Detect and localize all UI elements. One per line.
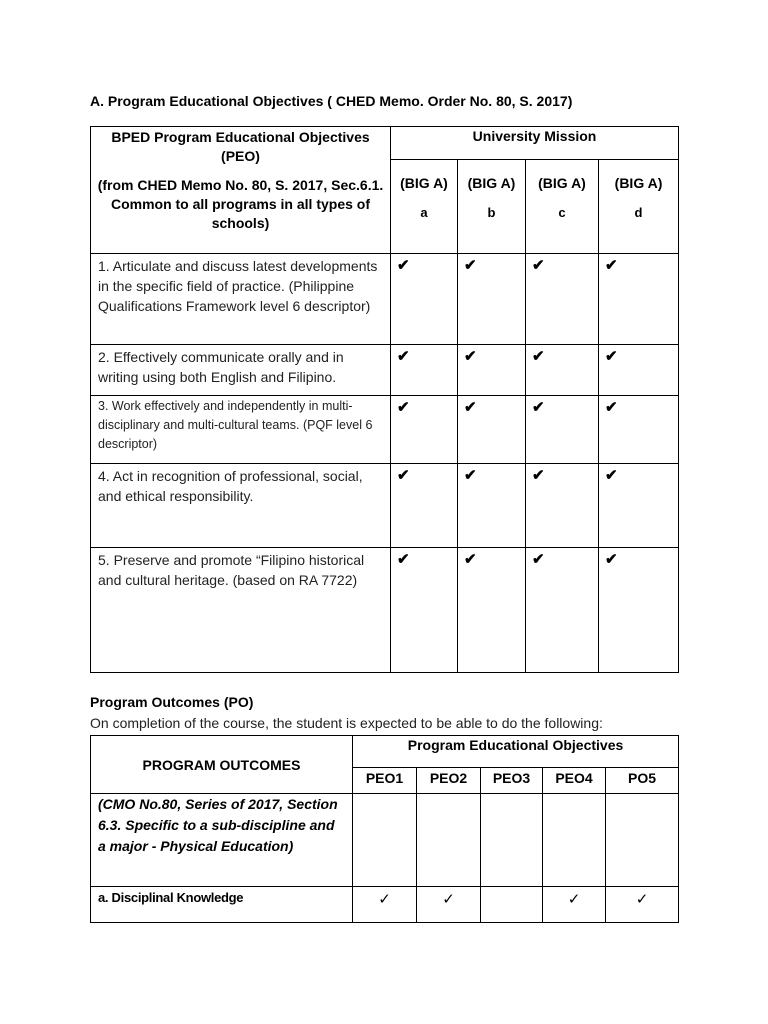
table-row — [91, 254, 679, 345]
peo-objective-5: 5. Preserve and promote “Filipino historical and cultural heritage. (based on RA 7722) — [91, 548, 391, 673]
check-icon: ✔ — [391, 548, 458, 673]
check-icon: ✔ — [391, 464, 458, 548]
peo-objective-1: 1. Articulate and discuss latest developments in the specific field of practice. (Philippine Qualifications Framework level 6 descriptor) — [91, 254, 391, 345]
check-icon: ✔ — [526, 464, 599, 548]
check-icon: ✓ — [417, 887, 481, 923]
peo-group-header: Program Educational Objectives — [353, 736, 679, 768]
check-icon: ✔ — [458, 254, 526, 345]
table-row — [91, 345, 679, 396]
empty-cell — [481, 887, 543, 923]
check-icon: ✔ — [391, 345, 458, 396]
check-icon: ✔ — [526, 548, 599, 673]
check-icon: ✔ — [599, 396, 679, 464]
check-icon: ✓ — [543, 887, 606, 923]
check-icon: ✔ — [526, 396, 599, 464]
mission-column-b: (BIG A) b — [458, 160, 526, 254]
peo-header-cell — [91, 127, 391, 254]
section-a-title: A. Program Educational Objectives ( CHED Memo. Order No. 80, S. 2017) — [90, 93, 573, 109]
table-row — [91, 396, 679, 464]
table-row — [91, 464, 679, 548]
program-outcomes-title: Program Outcomes (PO) — [90, 694, 254, 710]
mission-column-c: (BIG A) c — [526, 160, 599, 254]
program-outcomes-header: PROGRAM OUTCOMES — [91, 736, 353, 794]
university-mission-header: University Mission — [391, 127, 679, 160]
check-icon: ✓ — [353, 887, 417, 923]
peo-objective-3: 3. Work effectively and independently in multi-disciplinary and multi-cultural teams. (PQF level 6 descriptor) — [91, 396, 391, 464]
mission-column-a: (BIG A) a — [391, 160, 458, 254]
peo-header-title: BPED Program Educational Objectives (PEO) — [111, 129, 370, 164]
disciplinal-knowledge-label: a. Disciplinal Knowledge — [91, 887, 353, 923]
cmo-reference: (CMO No.80, Series of 2017, Section 6.3. Specific to a sub-discipline and a major - Physical Education) — [91, 794, 353, 887]
po5-header: PO5 — [606, 768, 679, 794]
mission-column-d: (BIG A) d — [599, 160, 679, 254]
check-icon: ✔ — [391, 396, 458, 464]
check-icon: ✔ — [599, 464, 679, 548]
peo-objective-4: 4. Act in recognition of professional, social, and ethical responsibility. — [91, 464, 391, 548]
peo2-header: PEO2 — [417, 768, 481, 794]
peo-objective-2: 2. Effectively communicate orally and in writing using both English and Filipino. — [91, 345, 391, 396]
check-icon: ✔ — [458, 396, 526, 464]
peo1-header: PEO1 — [353, 768, 417, 794]
check-icon: ✔ — [526, 345, 599, 396]
check-icon: ✔ — [526, 254, 599, 345]
table-row — [91, 887, 679, 923]
peo3-header: PEO3 — [481, 768, 543, 794]
table-row — [91, 794, 679, 887]
check-icon: ✔ — [458, 464, 526, 548]
check-icon: ✔ — [391, 254, 458, 345]
program-outcomes-table — [90, 735, 679, 923]
check-icon: ✓ — [606, 887, 679, 923]
peo-header-source: (from CHED Memo No. 80, S. 2017, Sec.6.1. Common to all programs in all types of schools) — [97, 177, 384, 231]
check-icon: ✔ — [458, 548, 526, 673]
check-icon: ✔ — [599, 548, 679, 673]
peo-mission-table — [90, 126, 679, 673]
peo4-header: PEO4 — [543, 768, 606, 794]
program-outcomes-description: On completion of the course, the student is expected to be able to do the following: — [90, 715, 603, 731]
check-icon: ✔ — [458, 345, 526, 396]
check-icon: ✔ — [599, 345, 679, 396]
table-row — [91, 548, 679, 673]
check-icon: ✔ — [599, 254, 679, 345]
